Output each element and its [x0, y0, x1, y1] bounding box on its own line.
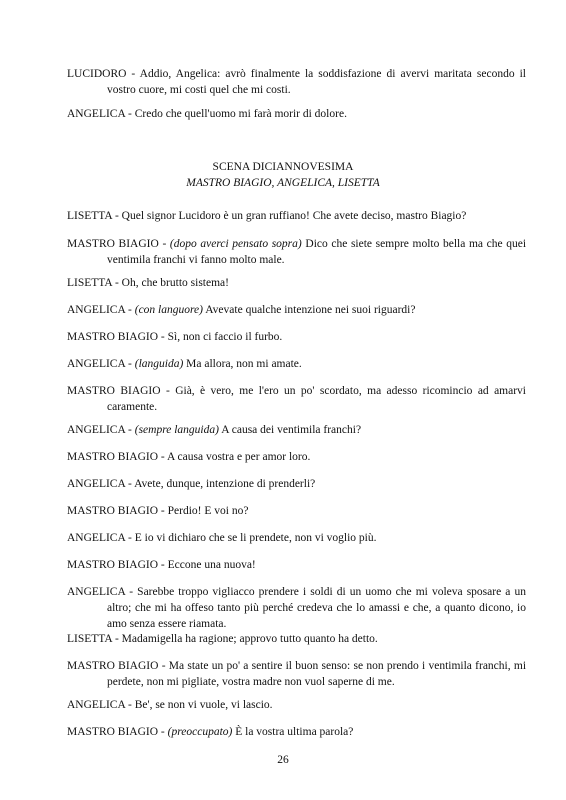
dialogue-line [67, 66, 526, 98]
speaker-name: ANGELICA [67, 108, 126, 120]
dialogue-line [67, 557, 526, 573]
line-text: Ma state un po' a sentire il buon senso: se non prendo i ventimila franchi, mi perdete, non mi pigliate, vostra madre non vuol saperne di me. [107, 660, 527, 688]
speaker-separator: - [112, 277, 122, 289]
speaker-name: ANGELICA [67, 304, 126, 316]
speaker-separator: - [160, 385, 176, 397]
speaker-separator: - [158, 451, 167, 463]
dialogue-line [67, 449, 526, 465]
speaker-separator: - [158, 559, 168, 571]
stage-direction: (con languore) [134, 304, 203, 316]
speaker-separator: - [158, 726, 168, 738]
dialogue-line [67, 236, 526, 268]
stage-direction: (dopo averci pensato sopra) [169, 238, 302, 250]
line-text: Be', se non vi vuole, vi lascio. [134, 699, 273, 711]
speaker-name: MASTRO BIAGIO [67, 559, 159, 571]
line-text: Addio, Angelica: avrò finalmente la soddisfazione di avervi maritata secondo il vostro cuore, mi costi quel che mi costi. [107, 68, 526, 96]
dialogue-line [67, 275, 526, 291]
line-text: Già, è vero, me l'ero un po' scordato, ma adesso ricomincio ad amarvi caramente. [107, 385, 526, 413]
speaker-name: LISETTA [67, 277, 113, 289]
stage-direction: (preoccupato) [167, 726, 233, 738]
scene-title: SCENA DICIANNOVESIMA [212, 161, 354, 173]
dialogue-line [67, 329, 526, 345]
dialogue-line [67, 724, 526, 740]
dialogue-line [67, 302, 526, 318]
speaker-name: ANGELICA [67, 586, 126, 598]
speaker-name: ANGELICA [67, 699, 126, 711]
speaker-name: MASTRO BIAGIO [67, 505, 159, 517]
speaker-separator: - [158, 660, 169, 672]
line-text: Sì, non ci faccio il furbo. [167, 331, 283, 343]
speaker-name: MASTRO BIAGIO [67, 238, 159, 250]
line-text: E io vi dichiaro che se li prendete, non vi voglio più. [134, 532, 377, 544]
line-text: Madamigella ha ragione; approvo tutto quanto ha detto. [121, 633, 378, 645]
line-text: Perdio! E voi no? [167, 505, 249, 517]
speaker-separator: - [125, 478, 135, 490]
dialogue-line [67, 476, 526, 492]
speaker-separator: - [125, 304, 135, 316]
dialogue-line [67, 631, 526, 647]
stage-direction: (languida) [134, 358, 184, 370]
speaker-separator: - [125, 358, 135, 370]
speaker-separator: - [125, 108, 135, 120]
speaker-separator: - [125, 699, 135, 711]
speaker-name: MASTRO BIAGIO [67, 660, 159, 672]
scene-characters: MASTRO BIAGIO, ANGELICA, LISETTA [186, 177, 380, 189]
line-text: Avevate qualche intenzione nei suoi riguardi? [205, 304, 416, 316]
dialogue-line [67, 584, 526, 632]
speaker-separator: - [125, 586, 138, 598]
speaker-separator: - [112, 210, 122, 222]
speaker-separator: - [125, 424, 135, 436]
speaker-name: MASTRO BIAGIO [67, 726, 159, 738]
dialogue-line [67, 356, 526, 372]
line-text: A causa dei ventimila franchi? [221, 424, 362, 436]
page-number: 26 [277, 754, 289, 766]
dialogue-line [67, 503, 526, 519]
speaker-name: ANGELICA [67, 358, 126, 370]
line-text: Avete, dunque, intenzione di prenderli? [134, 478, 316, 490]
line-text: Credo che quell'uomo mi farà morir di dolore. [134, 108, 347, 120]
speaker-name: ANGELICA [67, 478, 126, 490]
line-text: È la vostra ultima parola? [235, 726, 354, 738]
speaker-name: LISETTA [67, 210, 113, 222]
line-text: Quel signor Lucidoro è un gran ruffiano! Che avete deciso, mastro Biagio? [121, 210, 467, 222]
speaker-name: LISETTA [67, 633, 113, 645]
speaker-separator: - [125, 532, 135, 544]
dialogue-line [67, 530, 526, 546]
speaker-separator: - [158, 331, 168, 343]
speaker-name: MASTRO BIAGIO [67, 385, 161, 397]
line-text: Ma allora, non mi amate. [186, 358, 302, 370]
speaker-name: LUCIDORO [67, 68, 127, 80]
dialogue-line [67, 422, 526, 438]
line-text: Sarebbe troppo vigliacco prendere i soldi di un uomo che mi voleva sposare a un altro; che mi ha offeso tanto più perché credeva che lo amassi e che, a quanto dicono, io amo senza essere riamata. [107, 586, 526, 630]
speaker-name: MASTRO BIAGIO [67, 451, 159, 463]
dialogue-line [67, 383, 526, 415]
stage-direction: (sempre languida) [134, 424, 219, 436]
line-text: Dico che siete sempre molto bella ma che quei ventimila franchi vi fanno molto male. [107, 238, 527, 266]
line-text: A causa vostra e per amor loro. [167, 451, 311, 463]
scene-heading [0, 159, 566, 191]
speaker-separator: - [158, 505, 168, 517]
speaker-name: MASTRO BIAGIO [67, 331, 159, 343]
dialogue-line [67, 208, 526, 224]
speaker-name: ANGELICA [67, 532, 126, 544]
speaker-separator: - [112, 633, 122, 645]
dialogue-line [67, 106, 526, 122]
speaker-separator: - [158, 238, 170, 250]
dialogue-line [67, 658, 526, 690]
line-text: Eccone una nuova! [167, 559, 256, 571]
speaker-name: ANGELICA [67, 424, 126, 436]
speaker-separator: - [126, 68, 140, 80]
dialogue-line [67, 697, 526, 713]
line-text: Oh, che brutto sistema! [121, 277, 229, 289]
